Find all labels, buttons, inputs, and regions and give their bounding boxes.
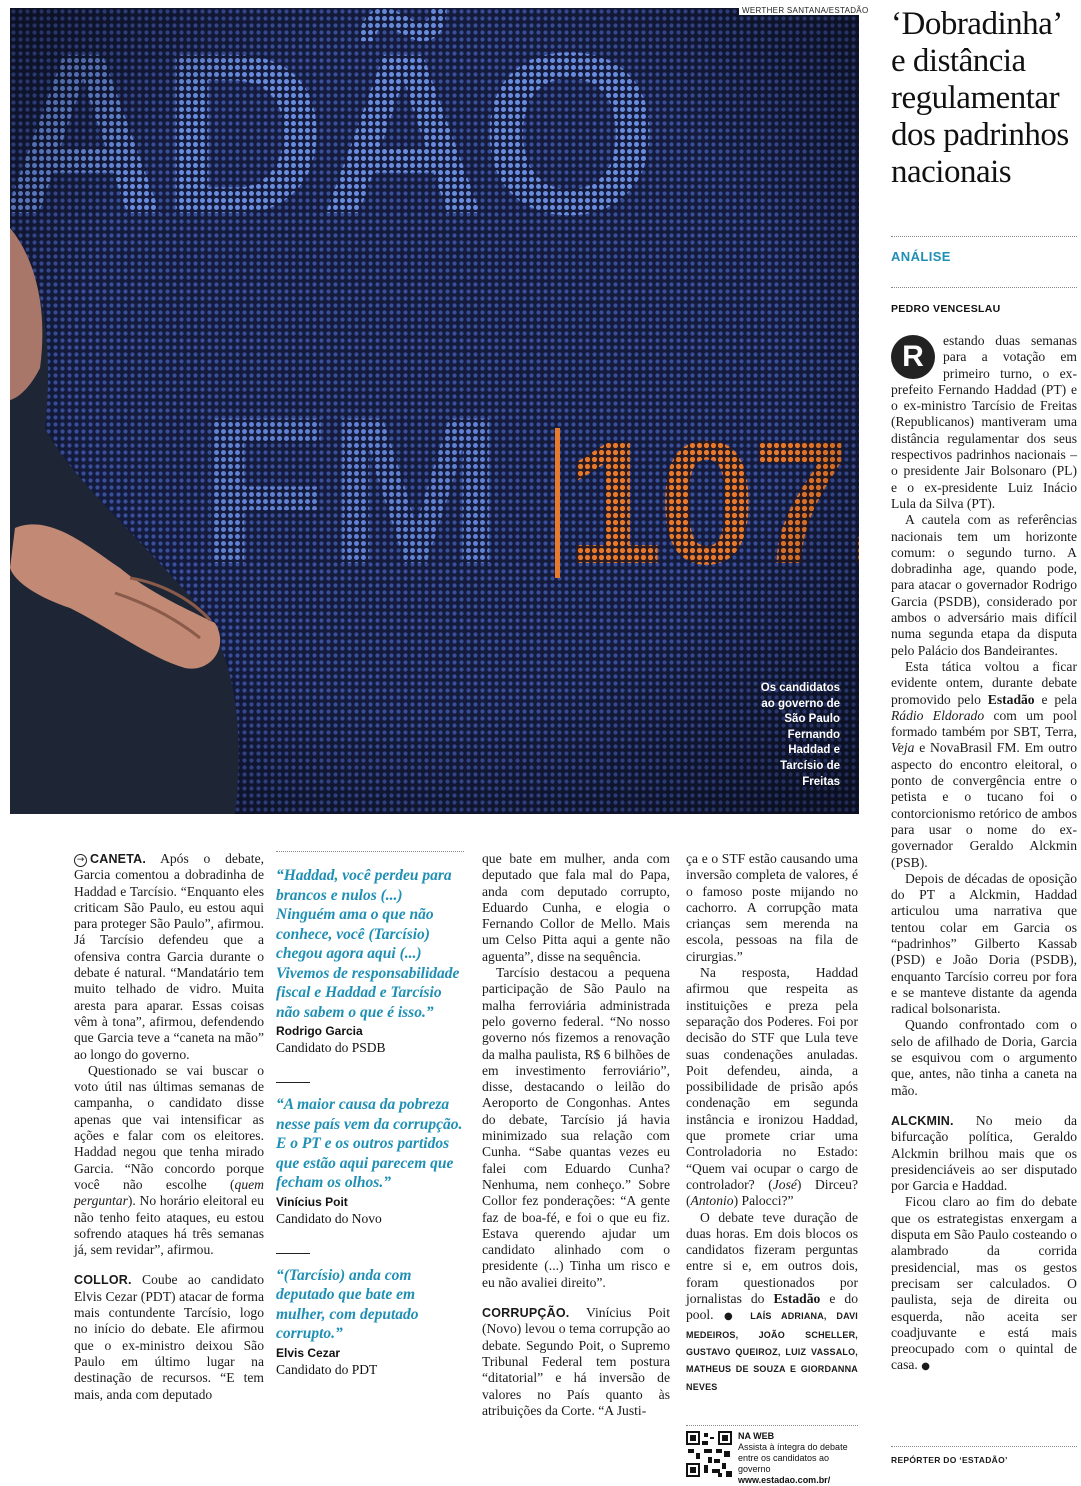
divider — [891, 1446, 1077, 1447]
drop-cap: R — [891, 335, 935, 379]
quote-role: Candidato do Novo — [276, 1210, 382, 1226]
pull-quote: “(Tarcísio) anda com deputado que bate em mulher, com deputado corrupto.” Elvis Cezar Candidato do PDT — [276, 1266, 464, 1378]
divider — [891, 287, 1077, 288]
section-kicker: ANÁLISE — [891, 249, 951, 264]
web-box — [738, 1431, 860, 1486]
article-column-1: → CANETA. Após o debate, Garcia comentou a dobradinha de Haddad e Tarcísio. “Enquanto eles criticam São Paulo, eu estou aqui para proteger São Paulo”, afirmou. Já Tarcísio defendeu que a ofensiva contra Garcia durante o debate é natural. “Mandatário tem muito telhado de vidro. Muita aresta para aparar. Essas coisas vêm à tona”, afirmou, defendendo que Garcia teve a “caneta na mão” ao longo do governo. Questionado se vai buscar o voto útil nas últimas semanas de campanha, o candidato disse apenas que vai intensificar as ações e falar com os eleitores. Haddad negou que tenha mirado Garcia. “Não concordo porque você não escolhe (quem perguntar). No horário eleitoral eu não tenho feito ataques, eu estou sofrendo ataques há três semanas já, sem revidar”, afirmou. COLLOR. Coube ao candidato Elvis Cezar (PDT) atacar de forma mais contundente Tarcísio, logo no início do debate. Ele afirmou que o ex-ministro deixou São Paulo em último lugar na destinação de recursos. “E tem mais, anda com deputado — [74, 851, 264, 1402]
photo-caption: Os candidatos ao governo de São Paulo Fernando Haddad e Tarcísio de Freitas — [760, 682, 840, 788]
web-label: NA WEB — [738, 1431, 775, 1441]
divider — [891, 236, 1077, 237]
arrow-right-icon: → — [74, 854, 87, 867]
divider — [686, 1425, 858, 1426]
reporter-credit: REPÓRTER DO ‘ESTADÃO’ — [891, 1455, 1008, 1465]
quotes-column — [276, 851, 464, 1378]
analysis-headline: ‘Dobradinha’ e distância regulamentar dos padrinhos nacionais — [891, 6, 1069, 190]
byline: PEDRO VENCESLAU — [891, 303, 1001, 315]
pull-quote: “Haddad, você perdeu para brancos e nulos (...) Ninguém ama o que não conhece, você (Tarcísio) chegou agora aqui (...) Vivemos de responsabilidade fiscal e Haddad e Tarcísio não sabem o que é isso.” Rodrigo Garcia Candidato do PSDB — [276, 866, 464, 1056]
article-column-4: ça e o STF estão causando uma inversão completa de valores, é o famoso poste mijando no cachorro. A corrupção mata crianças sem merenda na escola, pessoas na fila de cirurgias.” Na resposta, Haddad afirmou que respeita as instituições e preza pela separação dos Poderes. Foi por decisão do STF que Lula teve suas condenações anuladas. Poit defendeu, ainda, a possibilidade de prisão após condenação em segunda instância e ironizou Haddad, que promete criar uma Controladoria no Estado: “Quem vai ocupar o cargo de controlador? (José) Dirceu? (Antonio) Palocci?” O debate teve duração de duas horas. Em dois blocos os candidatos fizeram perguntas entre si e, em outros dois, foram questionados por jornalistas do Estadão e do pool. ● LAÍS ADRIANA, DAVI MEDEIROS, JOÃO SCHELLER, GUSTAVO QUEIROZ, LUIZ VASSALO, MATHEUS DE SOUZA E GIORDANNA NEVES — [686, 851, 859, 1392]
quote-author: Vinícius Poit — [276, 1194, 348, 1209]
quote-role: Candidato do PSDB — [276, 1040, 386, 1055]
pull-quote: “A maior causa da pobreza nesse país vem da corrupção. E o PT e os outros partidos que estão aqui parecem que fecham os olhos.” Vinícius Poit Candidato do Novo — [276, 1096, 463, 1226]
quote-role: Candidato do PDT — [276, 1361, 378, 1377]
quote-author: Rodrigo Garcia — [276, 1024, 363, 1038]
end-mark: ● — [724, 1311, 740, 1323]
analysis-body: R estando duas semanas para a votação em primeiro turno, o ex-prefeito Fernando Haddad (PT) e o ex-ministro Tarcísio de Freitas (Republicanos) mantiveram uma distância regulamentar dos seus respectivos padrinhos nacionais – o presidente Jair Bolsonaro (PL) e o ex-presidente Luiz Inácio Lula da Silva (PT). A cautela com as referências nacionais tem um horizonte comum: o segundo turno. A dobradinha age, quando pode, para atacar o governador Rodrigo Garcia (PSDB), considerado por ambos o adversário mais difícil numa segunda etapa da disputa pelo Palácio dos Bandeirantes. Esta tática voltou a ficar evidente ontem, durante debate promovido pelo Estadão e pela Rádio Eldorado com um pool formado também por SBT, Terra, Veja e NovaBrasil FM. Em outro aspecto do encontro eleitoral, o ponto de convergência entre o petista e o tucano foi o contorcionismo retórico de ambos para usar o nome do ex-governador Geraldo Alckmin (PSB). Depois de décadas de oposição do PT a Alckmin, Haddad articulou uma narrativa que tentou colar em Garcia os “padrinhos” Gilberto Kassab (PSD) e João Doria (PSDB), enquanto Tarcísio correu por fora e se manteve distante da agenda radical bolsonarista. Quando confrontado com o selo de afilhado de Doria, Garcia se esquivou com o argumento que, antes, não tinha a caneta na mão. ALCKMIN. No meio da bifurcação política, Geraldo Alckmin brilhou mais que os presidenciáveis ao ser disputado por Garcia e Haddad. Ficou claro ao fim do debate que os estrategistas enxergam a disputa em São Paulo costeando o alambrado da corrida presidencial, mas os gestos precisam ser calculados. O paulista, seja de direita ou esquerda, não aceita ser coadjuvante e está mais preocupado com o quintal de casa. ● — [891, 333, 1077, 1373]
quote-author: Elvis Cezar — [276, 1345, 341, 1360]
web-link[interactable]: www.estadao.com.br/ — [738, 1475, 831, 1485]
article-column-3: que bate em mulher, anda com deputado que fala mal do Papa, anda com deputado corrupto, Eduardo Cunha, e elogia o Fernando Collor de Mello. Mais um Celso Pitta aqui a gente não aguenta”, disse na sequência. Tarcísio destacou a pequena participação de São Paulo na malha ferroviária administrada pelo governo federal. “No nosso governo nós fizemos a renovação da malha paulista, R$ 6 bilhões de em investimento ferroviário”, disse, destacando o leilão do Aeroporto de Congonhas. Antes do debate, Tarcísio já havia minimizado sua relação com Cunha. “Sabe quantas vezes eu falei com Eduardo Cunha? Nenhuma, nem conheço.” Sobre Collor fez ponderações: “A gente faz de boa-fé, e foi o que eu fiz. Estava querendo ajudar um candidato alinhado com o presidente (...) Tinha um risco e eu não avaliei direito”. CORRUPÇÃO. Vinícius Poit (Novo) levou o tema corrupção ao debate. Segundo Poit, o Supremo Tribunal Federal tem postura “ditatorial” e há inversão de valores no País quanto às atribuições da Corte. “A Justi- — [482, 851, 670, 1418]
end-mark: ● — [921, 1361, 930, 1373]
qr-code-icon[interactable] — [686, 1431, 732, 1477]
reporting-credits: LAÍS ADRIANA, DAVI MEDEIROS, JOÃO SCHELLER, GUSTAVO QUEIROZ, LUIZ VASSALO, MATHEUS DE SOUZA E GIORDANNA NEVES — [686, 1311, 859, 1392]
quote-divider — [276, 1082, 310, 1083]
web-description: Assista à íntegra do debate entre os candidatos ao governo — [738, 1442, 848, 1474]
quote-divider — [276, 1253, 310, 1254]
photo-credit: WERTHER SANTANA/ESTADÃO — [739, 6, 871, 15]
